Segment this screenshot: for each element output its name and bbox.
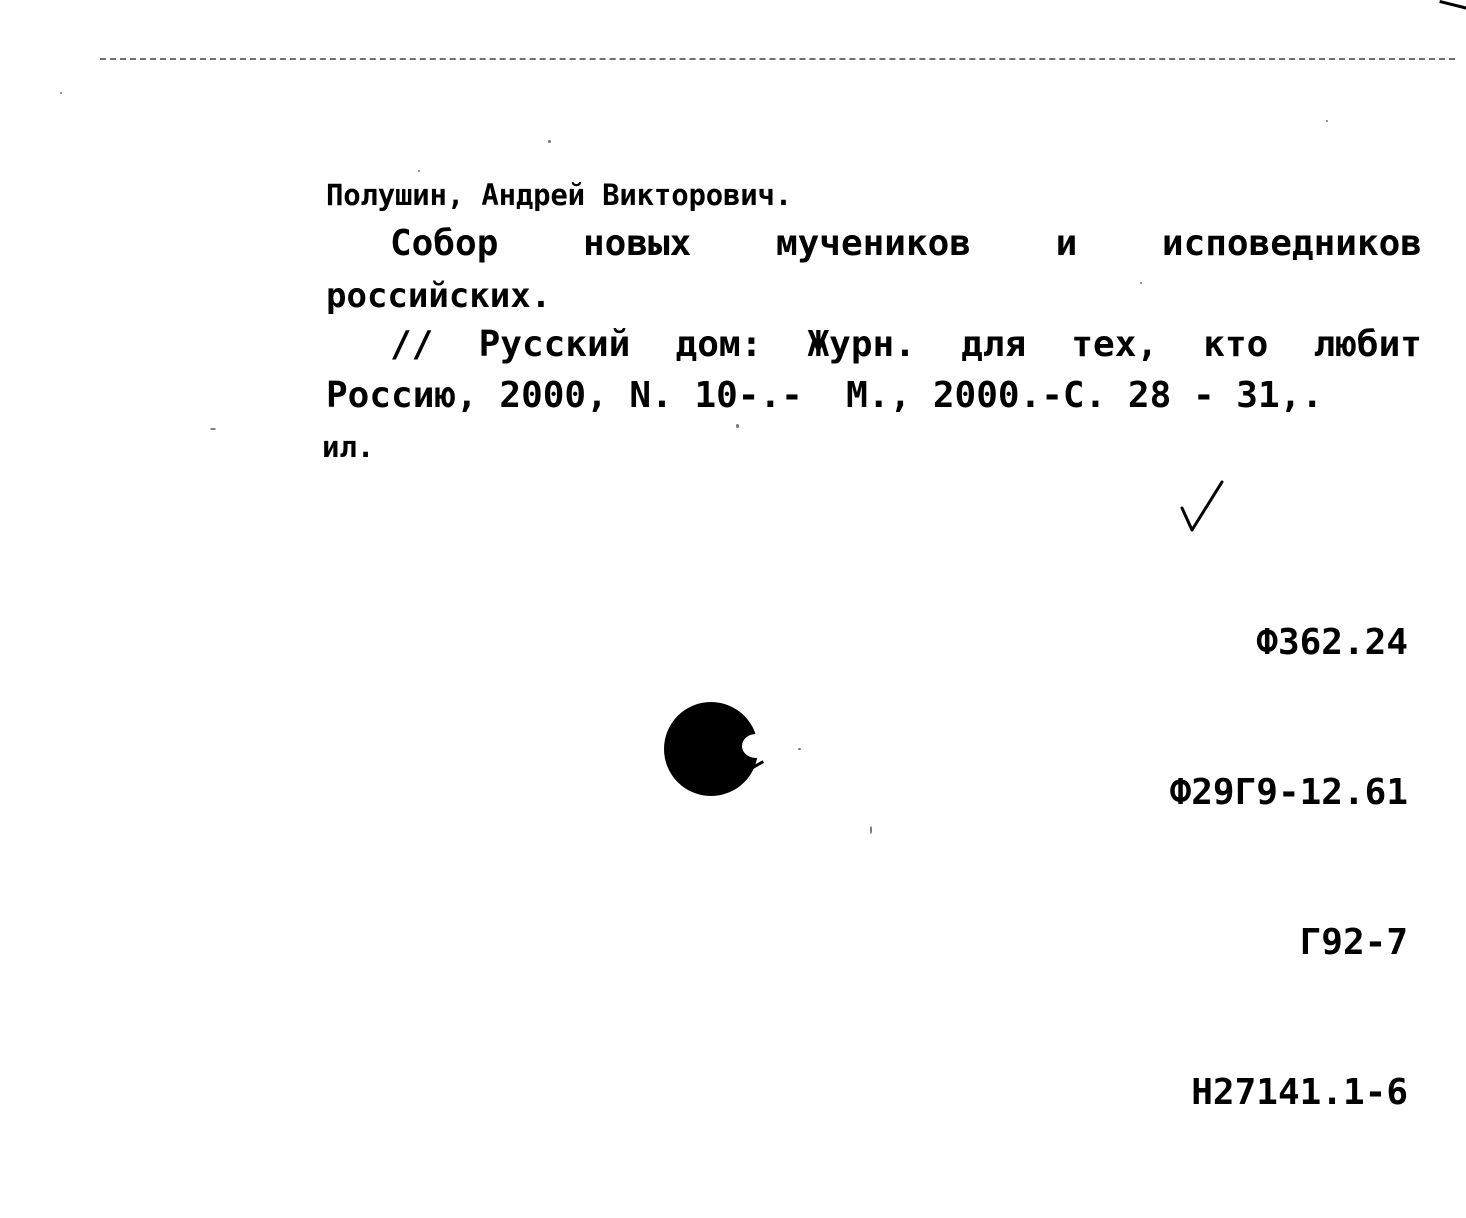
scan-speck bbox=[1326, 120, 1328, 122]
author-line: Полушин, Андрей Викторович. bbox=[326, 178, 793, 212]
classification-code: Г92-7 bbox=[1299, 922, 1408, 963]
title-line-1 bbox=[326, 223, 1422, 264]
classification-code: Н27141.1-6 bbox=[1191, 1072, 1408, 1113]
classification-code: Ф362.24 bbox=[1256, 622, 1408, 663]
source-word: // bbox=[390, 324, 434, 365]
title-word: Собор bbox=[390, 223, 499, 264]
scan-speck bbox=[60, 92, 62, 94]
scan-speck bbox=[210, 428, 216, 430]
source-word: Журн. bbox=[807, 324, 916, 365]
scan-speck bbox=[548, 140, 551, 143]
title-line-2: российских. bbox=[326, 276, 552, 316]
title-word: мучеников bbox=[775, 223, 972, 264]
scan-speck bbox=[870, 826, 872, 834]
card-top-rule bbox=[100, 58, 1455, 60]
scan-speck bbox=[418, 170, 420, 172]
punch-hole-notch bbox=[742, 734, 770, 758]
source-word: кто bbox=[1203, 324, 1269, 365]
source-word: дом: bbox=[675, 324, 763, 365]
scan-speck bbox=[1140, 282, 1142, 284]
source-line-2: Россию, 2000, N. 10-.- М., 2000.-С. 28 - 31,. bbox=[326, 375, 1323, 416]
source-word: тех, bbox=[1071, 324, 1159, 365]
card-corner-line bbox=[1439, 0, 1466, 13]
source-word: для bbox=[961, 324, 1027, 365]
title-word: новых bbox=[582, 223, 692, 264]
title-word: исповедников bbox=[1161, 223, 1422, 264]
classification-code: Ф29Г9-12.61 bbox=[1169, 772, 1408, 813]
scan-speck bbox=[798, 748, 801, 750]
source-line-3: ил. bbox=[322, 430, 375, 464]
title-word: и bbox=[1055, 223, 1078, 264]
scan-speck bbox=[736, 424, 739, 428]
source-line-1 bbox=[326, 324, 1422, 365]
source-word: Русский bbox=[478, 324, 631, 365]
source-word: любит bbox=[1313, 324, 1422, 365]
classification-codes bbox=[1170, 518, 1408, 1218]
